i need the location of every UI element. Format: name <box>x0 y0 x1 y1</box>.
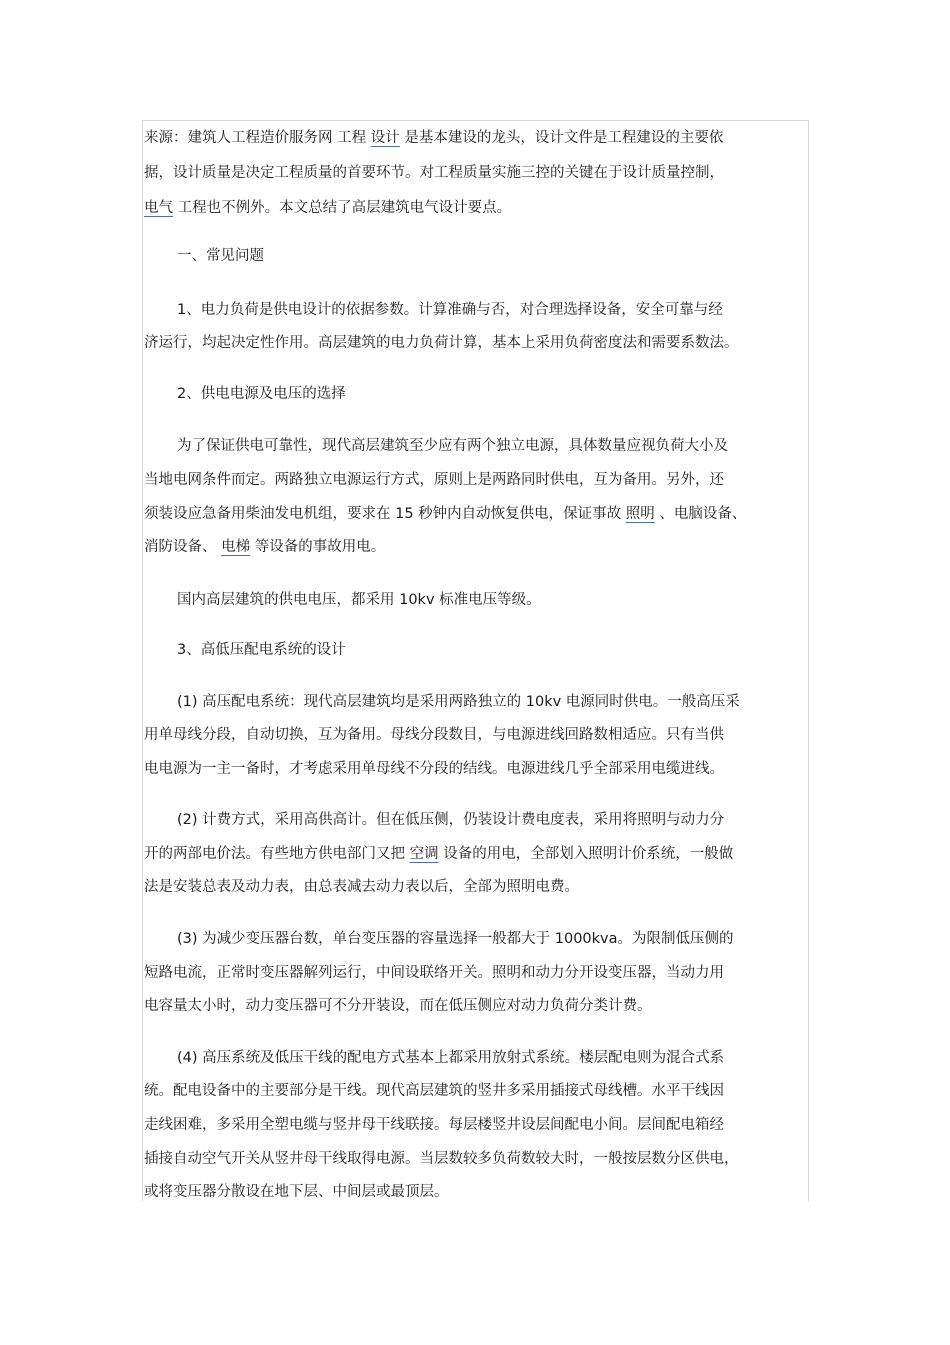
p3-2-line-2 <box>144 844 733 864</box>
p3-3-line-2: 短路电流，正常时变压器解列运行，中间设联络开关。照明和动力分开设变压器，当动力用 <box>144 965 724 981</box>
p3-1-line-1: (1) 高压配电系统：现代高层建筑均是采用两路独立的 10kv 电源同时供电。一般高压采 <box>177 694 740 710</box>
text-segment: 来源：建筑人工程造价服务网 工程 <box>144 130 371 146</box>
text-segment: 、电脑设备、 <box>654 506 747 522</box>
section-1-heading: 一、常见问题 <box>177 248 264 264</box>
link-air-conditioning[interactable]: 空调 <box>409 846 439 862</box>
link-design[interactable]: 设计 <box>370 130 400 146</box>
p1-line-2: 济运行，均起决定性作用。高层建筑的电力负荷计算，基本上采用负荷密度法和需要系数法。 <box>144 335 739 351</box>
section-2-heading: 2、供电电源及电压的选择 <box>177 386 346 402</box>
content-frame <box>142 120 809 1201</box>
p3-4-line-4: 插接自动空气开关从竖井母干线取得电源。当层数较多负荷数较大时，一般按层数分区供电， <box>144 1151 739 1167</box>
p2-line-2: 当地电网条件而定。两路独立电源运行方式，原则上是两路同时供电，互为备用。另外，还 <box>144 472 724 488</box>
p2-line-1: 为了保证供电可靠性，现代高层建筑至少应有两个独立电源，具体数量应视负荷大小及 <box>177 438 728 454</box>
text-segment: 是基本建设的龙头，设计文件是工程建设的主要依 <box>399 130 724 146</box>
text-segment: 设备的用电，全部划入照明计价系统，一般做 <box>438 846 734 862</box>
link-elevator[interactable]: 电梯 <box>221 539 251 555</box>
intro-line-1 <box>144 128 723 148</box>
p3-4-line-5: 或将变压器分散设在地下层、中间层或最顶层。 <box>144 1184 449 1200</box>
intro-line-2: 据，设计质量是决定工程质量的首要环节。对工程质量实施三控的关键在于设计质量控制， <box>144 165 724 181</box>
p3-1-line-2: 用单母线分段，自动切换，互为备用。母线分段数目，与电源进线回路数相适应。只有当供 <box>144 727 724 743</box>
p1-line-1: 1、电力负荷是供电设计的依据参数。计算准确与否，对合理选择设备，安全可靠与经 <box>177 302 723 318</box>
link-lighting[interactable]: 照明 <box>625 506 655 522</box>
p3-4-line-3: 走线困难，多采用全塑电缆与竖井母干线联接。每层楼竖井设层间配电小间。层间配电箱经 <box>144 1117 724 1133</box>
link-electrical[interactable]: 电气 <box>144 200 173 216</box>
text-segment: 须装设应急备用柴油发电机组，要求在 15 秒钟内自动恢复供电，保证事故 <box>144 506 626 522</box>
p3-1-line-3: 电电源为一主一备时，才考虑采用单母线不分段的结线。电源进线几乎全部采用电缆进线。 <box>144 761 724 777</box>
section-3-heading: 3、高低压配电系统的设计 <box>177 642 346 658</box>
text-segment: 等设备的事故用电。 <box>250 539 386 555</box>
p3-2-line-1: (2) 计费方式，采用高供高计。但在低压侧，仍装设计费电度表，采用将照明与动力分 <box>177 812 725 828</box>
intro-line-3 <box>144 198 511 218</box>
p3-4-line-1: (4) 高压系统及低压干线的配电方式基本上都采用放射式系统。楼层配电则为混合式系 <box>177 1050 725 1066</box>
p3-3-line-1: (3) 为减少变压器台数，单台变压器的容量选择一般都大于 1000kva。为限制低压侧的 <box>177 931 734 947</box>
p2-line-4 <box>144 537 385 557</box>
p3-3-line-3: 电容量太小时，动力变压器可不分开装设，而在低压侧应对动力负荷分类计费。 <box>144 998 652 1014</box>
p2b-line-1: 国内高层建筑的供电电压，都采用 10kv 标准电压等级。 <box>177 592 541 608</box>
text-segment: 开的两部电价法。有些地方供电部门又把 <box>144 846 410 862</box>
text-segment: 工程也不例外。本文总结了高层建筑电气设计要点。 <box>173 200 512 216</box>
text-segment: 消防设备、 <box>144 539 222 555</box>
p2-line-3 <box>144 504 746 524</box>
p3-4-line-2: 统。配电设备中的主要部分是干线。现代高层建筑的竖井多采用插接式母线槽。水平干线因 <box>144 1083 724 1099</box>
p3-2-line-3: 法是安装总表及动力表，由总表减去动力表以后，全部为照明电费。 <box>144 879 579 895</box>
